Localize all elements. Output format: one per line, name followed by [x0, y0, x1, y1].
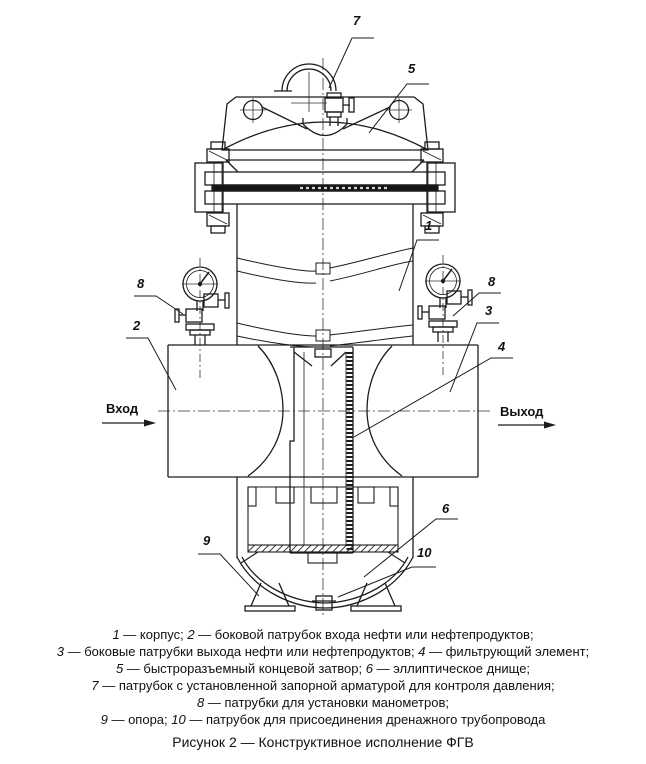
callout-8-right: 8: [488, 274, 496, 289]
callout-3: 3: [485, 303, 493, 318]
filter-element: [290, 347, 353, 553]
legend-line: 8 — патрубки для установки манометров;: [197, 695, 449, 710]
pressure-gauge-right: [418, 264, 472, 342]
callout-9: 9: [203, 533, 211, 548]
callout-8-left: 8: [137, 276, 145, 291]
figure-caption: Рисунок 2 — Конструктивное исполнение ФГВ: [172, 734, 474, 750]
legend-line: 1 — корпус; 2 — боковой патрубок входа нефти или нефтепродуктов;: [112, 627, 534, 642]
outlet-flow-label: Выход: [500, 404, 544, 419]
callout-2: 2: [133, 318, 141, 333]
inlet-arrow: [102, 420, 156, 427]
legend: [0, 626, 646, 728]
callout-6: 6: [442, 501, 450, 516]
legend-line: 5 — быстроразъемный концевой затвор; 6 — эллиптическое днище;: [115, 661, 531, 676]
callout-1: 1: [425, 218, 433, 233]
callout-10: 10: [417, 545, 432, 560]
pressure-gauge-left: [175, 267, 229, 345]
callout-7: 7: [353, 13, 361, 28]
vessel-shell: [237, 204, 413, 558]
callout-4: 4: [498, 339, 506, 354]
legend-line: 7 — патрубок с установленной запорной арматурой для контроля давления;: [91, 678, 555, 693]
inlet-flow-label: Вход: [106, 401, 139, 416]
outlet-arrow: [498, 422, 556, 429]
legend-line: 9 — опора; 10 — патрубок для присоединения дренажного трубопровода: [100, 712, 546, 727]
section-break-lines: [237, 248, 413, 347]
callout-5: 5: [408, 61, 416, 76]
gooseneck-pipe-valve: [274, 64, 354, 136]
legend-line: 3 — боковые патрубки выхода нефти или нефтепродуктов; 4 — фильтрующий элемент;: [56, 644, 590, 659]
flange-joint: [195, 163, 455, 212]
